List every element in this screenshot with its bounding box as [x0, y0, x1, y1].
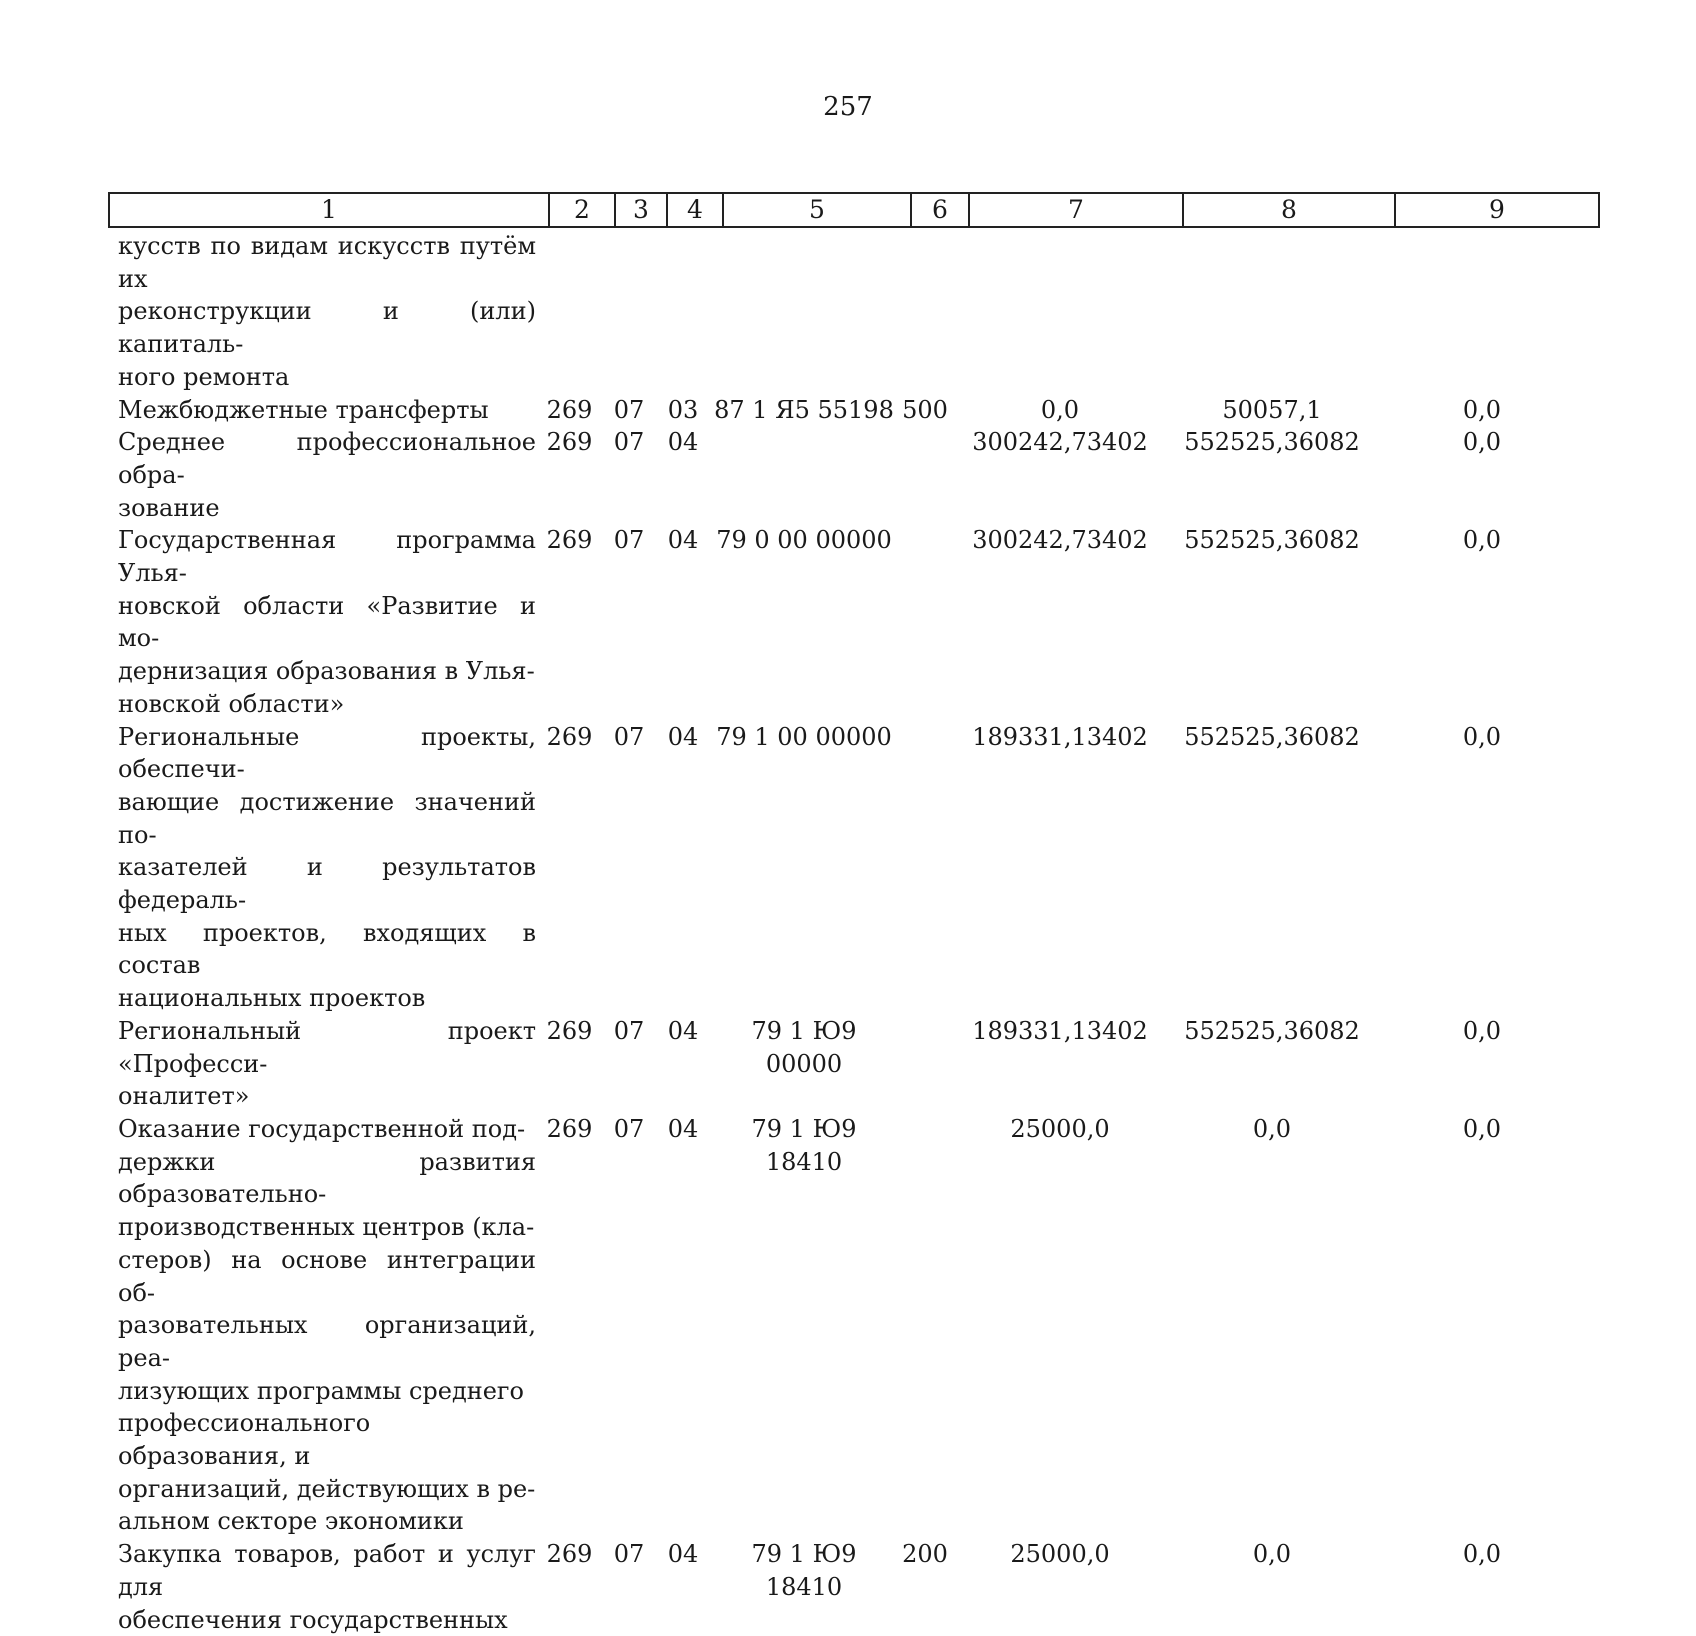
- cell-col-7: 189331,13402: [972, 1016, 1148, 1045]
- cell-col-7: 189331,13402: [972, 722, 1148, 751]
- cell-col-5: 79 1 Ю9 18410: [751, 1540, 857, 1601]
- cell-col-4: 04: [667, 1016, 699, 1045]
- row-name: кусств по видам искусств путём их реконструкции и (или) капиталь- ного ремонта: [118, 232, 536, 391]
- cell-col-2: 269: [546, 526, 593, 555]
- cell-col-9: 0,0: [1462, 1540, 1502, 1569]
- column-header-8: 8: [1184, 194, 1396, 226]
- cell-col-6: 200: [902, 1540, 948, 1569]
- cell-col-4: 04: [667, 428, 699, 457]
- table-row: [118, 426, 1598, 524]
- column-header-3: 3: [616, 194, 668, 226]
- cell-col-6: 500: [902, 395, 948, 424]
- column-header-5: 5: [724, 194, 912, 226]
- cell-col-3: 07: [613, 526, 645, 555]
- cell-col-4: 04: [667, 526, 699, 555]
- cell-col-2: 269: [546, 395, 593, 424]
- table-body: [118, 230, 1598, 1636]
- row-name: Региональные проекты, обеспечи- вающие достижение значений по- казателей и результатов федераль- ных проектов, входящих в состав национальных проектов: [118, 722, 536, 1013]
- table-header: [108, 192, 1600, 228]
- cell-col-5: 79 1 Ю9 18410: [751, 1114, 857, 1176]
- row-name: Оказание государственной под- держки развития образовательно- производственных центров (кла- стеров) на основе интеграции об- разовательных организаций, реа- лизующих программы среднего профессионального образования, и организаций, действующих в ре- альном секторе экономики: [118, 1114, 536, 1536]
- cell-col-9: 0,0: [1462, 722, 1502, 751]
- cell-col-7: 300242,73402: [972, 526, 1148, 555]
- cell-col-7: 300242,73402: [972, 428, 1148, 457]
- table-row: [118, 1113, 1598, 1538]
- cell-col-5: 79 1 00 00000: [716, 722, 892, 751]
- cell-col-7: 25000,0: [1010, 1114, 1110, 1143]
- table-row: [118, 1015, 1598, 1113]
- cell-col-3: 07: [613, 428, 645, 457]
- cell-col-5: 87 1 Я5 55198: [714, 395, 894, 424]
- cell-col-9: 0,0: [1462, 1016, 1502, 1045]
- cell-col-2: 269: [546, 1016, 593, 1045]
- table-row: [118, 721, 1598, 1015]
- cell-col-2: 269: [546, 1114, 593, 1143]
- cell-col-9: 0,0: [1462, 526, 1502, 555]
- column-header-6: 6: [912, 194, 970, 226]
- cell-col-2: 269: [546, 722, 593, 751]
- cell-col-3: 07: [613, 1540, 645, 1569]
- cell-col-8: 0,0: [1252, 1540, 1292, 1569]
- cell-col-9: 0,0: [1462, 395, 1502, 424]
- cell-col-8: 552525,36082: [1184, 526, 1360, 555]
- cell-col-5: 79 0 00 00000: [716, 526, 892, 555]
- cell-col-4: 04: [667, 1540, 699, 1569]
- column-header-1: 1: [110, 194, 550, 226]
- page-number: 257: [823, 92, 873, 122]
- row-name: Среднее профессиональное обра- зование: [118, 428, 536, 522]
- cell-col-2: 269: [546, 428, 593, 457]
- row-name: Региональный проект «Професси- оналитет»: [118, 1016, 536, 1111]
- cell-col-3: 07: [613, 1114, 645, 1143]
- cell-col-8: 552525,36082: [1184, 1016, 1360, 1045]
- table-row: [118, 394, 1598, 427]
- cell-col-7: 0,0: [1040, 395, 1080, 424]
- cell-col-4: 04: [667, 722, 699, 751]
- column-header-7: 7: [970, 194, 1184, 226]
- cell-col-8: 0,0: [1252, 1114, 1292, 1143]
- cell-col-8: 552525,36082: [1184, 722, 1360, 751]
- column-header-9: 9: [1489, 195, 1505, 224]
- table-row: [118, 1538, 1598, 1636]
- row-name: Государственная программа Улья- новской области «Развитие и мо- дернизация образования в Улья- новской области»: [118, 526, 536, 718]
- row-name: Межбюджетные трансферты: [118, 395, 489, 424]
- cell-col-2: 269: [546, 1540, 593, 1569]
- row-name: Закупка товаров, работ и услуг для обеспечения государственных: [118, 1540, 536, 1634]
- table-row: [118, 524, 1598, 720]
- cell-col-3: 07: [613, 1016, 645, 1045]
- column-header-4: 4: [668, 194, 724, 226]
- cell-col-9: 0,0: [1462, 1114, 1502, 1143]
- cell-col-9: 0,0: [1462, 428, 1502, 457]
- cell-col-3: 07: [613, 722, 645, 751]
- table-row: [118, 230, 1598, 394]
- cell-col-8: 552525,36082: [1184, 428, 1360, 457]
- cell-col-5: 79 1 Ю9 00000: [751, 1016, 857, 1078]
- column-header-2: 2: [550, 194, 616, 226]
- cell-col-8: 50057,1: [1222, 395, 1322, 424]
- cell-col-4: 04: [667, 1114, 699, 1143]
- cell-col-4: 03: [667, 395, 699, 424]
- cell-col-7: 25000,0: [1010, 1540, 1110, 1569]
- cell-col-3: 07: [613, 395, 645, 424]
